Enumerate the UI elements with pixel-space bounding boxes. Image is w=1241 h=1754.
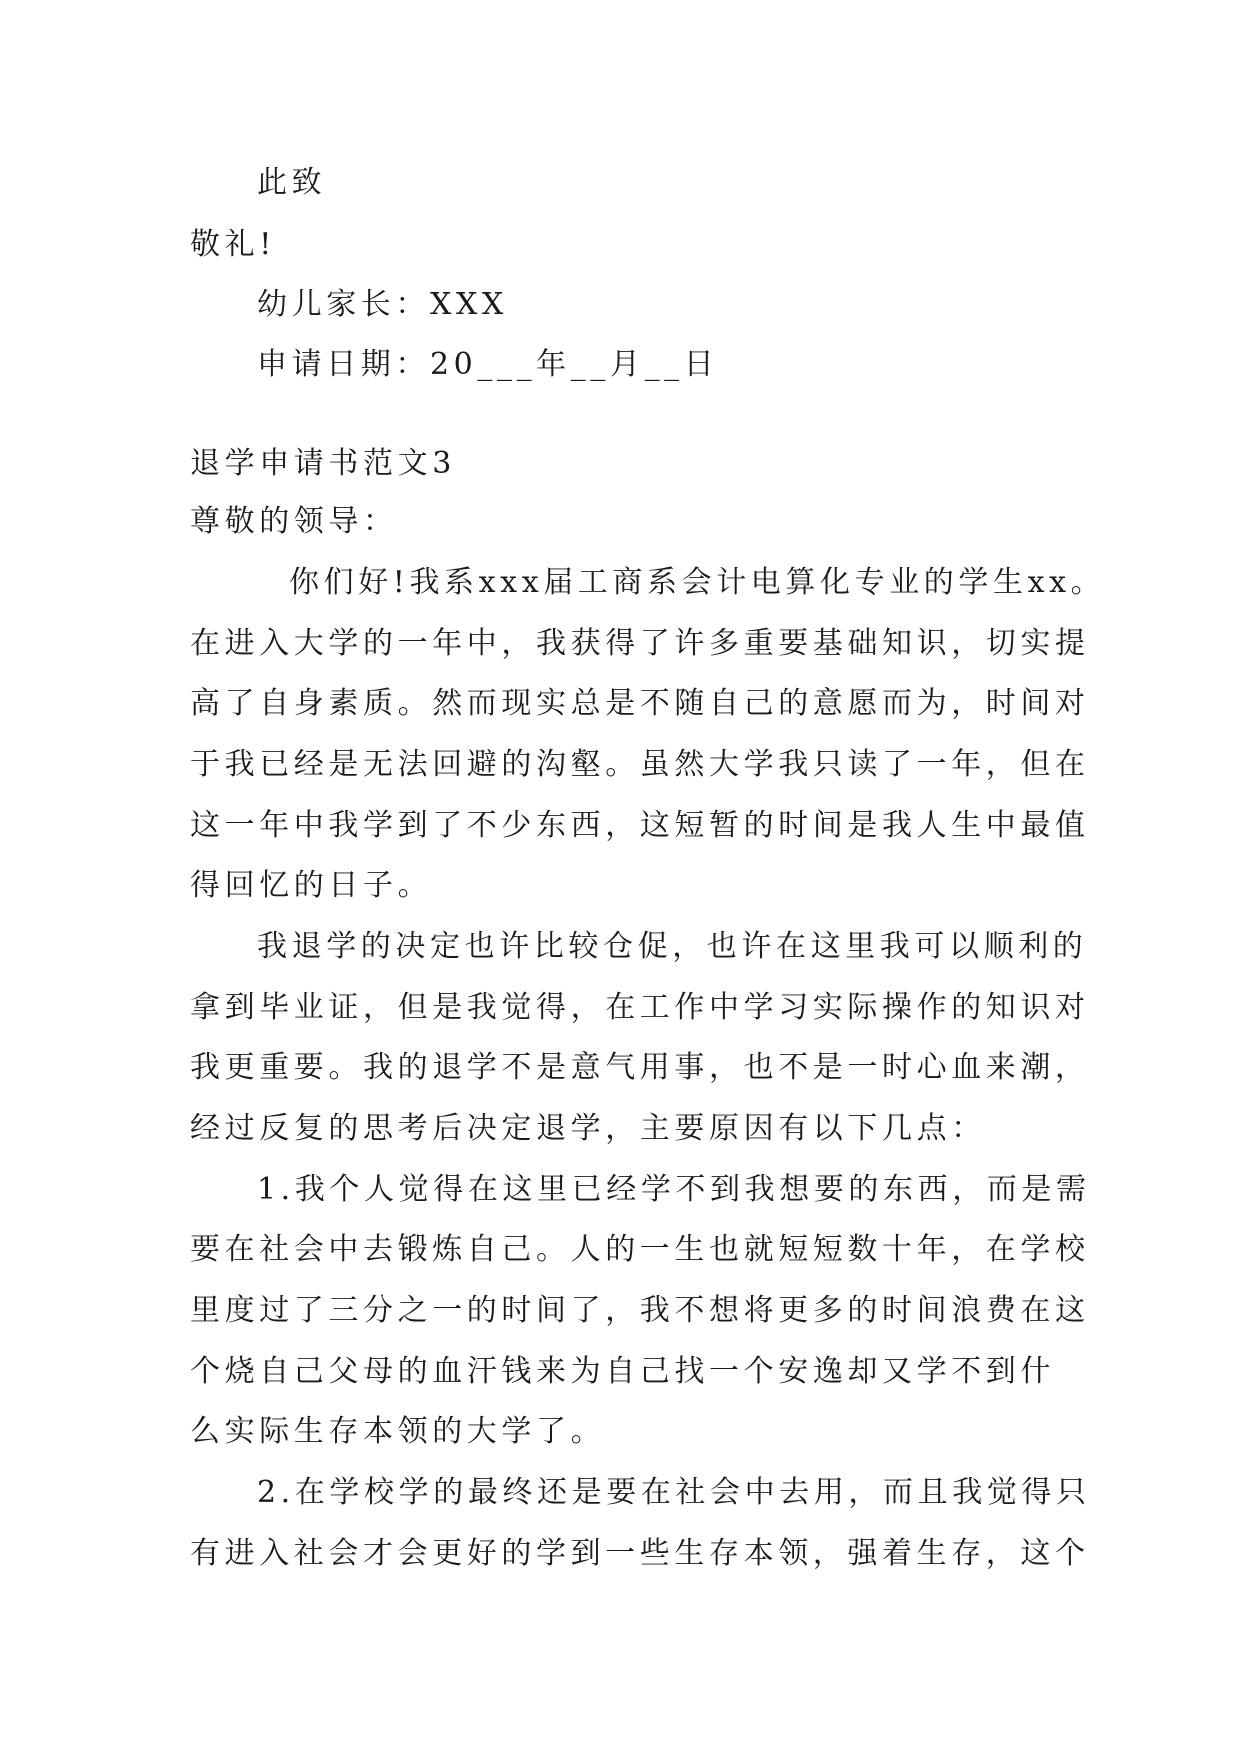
paragraph-line: 里度过了三分之一的时间了，我不想将更多的时间浪费在这 <box>190 1293 1090 1328</box>
closing-salutation: 此致 <box>257 165 327 200</box>
paragraph-line: 个烧自己父母的血汗钱来为自己找一个安逸却又学不到什 <box>190 1354 1055 1389</box>
paragraph-line: 在进入大学的一年中，我获得了许多重要基础知识，切实提 <box>190 626 1090 661</box>
paragraph-line: 经过反复的思考后决定退学，主要原因有以下几点： <box>190 1111 986 1146</box>
closing-regards: 敬礼! <box>190 227 276 262</box>
paragraph-line: 1.我个人觉得在这里已经学不到我想要的东西，而是需 <box>257 1172 1091 1207</box>
paragraph-line: 于我已经是无法回避的沟壑。虽然大学我只读了一年，但在 <box>190 747 1090 782</box>
paragraph-line: 高了自身素质。然而现实总是不随自己的意愿而为，时间对 <box>190 686 1090 721</box>
paragraph-line: 这一年中我学到了不少东西，这短暂的时间是我人生中最值 <box>190 808 1090 843</box>
greeting-line: 尊敬的领导： <box>190 504 398 539</box>
paragraph-line: 我退学的决定也许比较仓促，也许在这里我可以顺利的 <box>257 929 1088 964</box>
paragraph-line: 得回忆的日子。 <box>190 868 433 903</box>
paragraph-line: 2.在学校学的最终还是要在社会中去用，而且我觉得只 <box>257 1475 1091 1510</box>
paragraph-line: 你们好!我系xxx届工商系会计电算化专业的学生xx。 <box>289 565 1106 600</box>
paragraph-line: 要在社会中去锻炼自己。人的一生也就短短数十年，在学校 <box>190 1232 1090 1267</box>
paragraph-line: 有进入社会才会更好的学到一些生存本领，强着生存，这个 <box>190 1536 1090 1571</box>
paragraph-line: 我更重要。我的退学不是意气用事，也不是一时心血来潮， <box>190 1050 1090 1085</box>
paragraph-line: 么实际生存本领的大学了。 <box>190 1414 606 1449</box>
signer-line: 幼儿家长：XXX <box>257 287 508 322</box>
section-title: 退学申请书范文3 <box>190 446 456 481</box>
date-line: 申请日期：20___年__月__日 <box>257 347 719 382</box>
paragraph-line: 拿到毕业证，但是我觉得，在工作中学习实际操作的知识对 <box>190 990 1090 1025</box>
